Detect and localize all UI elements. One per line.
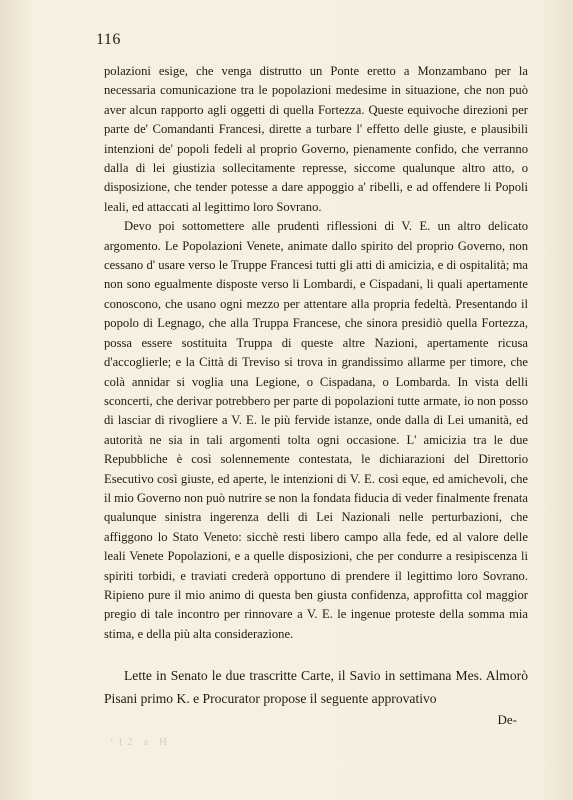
body-text <box>104 62 528 644</box>
page-number: 116 <box>96 31 121 48</box>
catchword: De- <box>497 712 517 727</box>
show-through-text: ʻ12 a H <box>110 736 171 748</box>
paragraph-1: polazioni esige, che venga distrutto un Ponte eretto a Monzambano per la necessaria comunicazione tra le popolazioni medesime in situazione, che non può aver alcun rapporto agli oggetti di quella Fortezza. Queste equivoche direzioni per parte de' Comandanti Francesi, dirette a turbare l' effetto delle giuste, e plausibili intenzioni de' popoli fedeli al proprio Governo, pienamente confido, che verranno dalla di lei giustizia sollecitamente represse, siccome qualunque altro atto, o disposizione, che tender potesse a dare appoggio a' ribelli, e ad offendere li Popoli leali, ed attaccati al legittimo loro Sovrano. <box>104 64 528 214</box>
senate-closing-paragraph: Lette in Senato le due trascritte Carte, il Savio in settimana Mes. Almorò Pisani primo K. e Procurator propose il seguente approvativo <box>104 668 528 706</box>
paragraph-2: Devo poi sottomettere alle prudenti riflessioni di V. E. un altro delicato argomento. Le Popolazioni Venete, animate dallo spirito del proprio Governo, non cessano d' usare verso le Truppe Francesi tutti gli atti di amicizia, e di ospitalità; ma non sono egualmente disposte verso li Lombardi, e Cispadani, li quali apertamente conoscono, che usano ogni mezzo per attentare alla propria fedeltà. Presentando il popolo di Legnago, che alla Truppa Francese, che sinora presidiò quella Fortezza, possa essere sostituita Truppa di queste altre Nazioni, apertamente ricusa d'accoglierle; e la Città di Treviso si trova in grandissimo allarme per timore, che colà annidar si voglia una Legione, o Cispadana, o Lombarda. In vista delli sconcerti, che derivar potrebbero per parte di popolazioni tutte armate, io non posso di lasciar di rivogliere a V. E. le più fervide istanze, onde dalla di Lei umanità, ed autorità ne sia in tali argomenti tolta ogni occasione. L' amicizia tra le due Repubbliche è così solennemente contestata, le dichiarazioni del Direttorio Esecutivo così giuste, ed aperte, le intenzioni di V. E. così eque, ed amichevoli, che il mio Governo non può nutrire se non la fondata fiducia di veder finalmente frenata qualunque sinistra ingerenza delli di Lei Nazionali nelle perturbazioni, che affiggono lo Stato Veneto: sicchè resti libero campo alla fede, ed al valore delle leali Venete Popolazioni, e a quelle disposizioni, che per condurre a resipiscenza li spiriti torbidi, e traviati crederà opportuno di prendere il legittimo loro Sovrano. Ripieno pure il mio animo di questa ben giusta confidenza, approfitta col maggior pregio di tale incontro per rinnovare a V. E. le ingenue proteste della somma mia stima, e della più alta considerazione. <box>104 219 528 641</box>
